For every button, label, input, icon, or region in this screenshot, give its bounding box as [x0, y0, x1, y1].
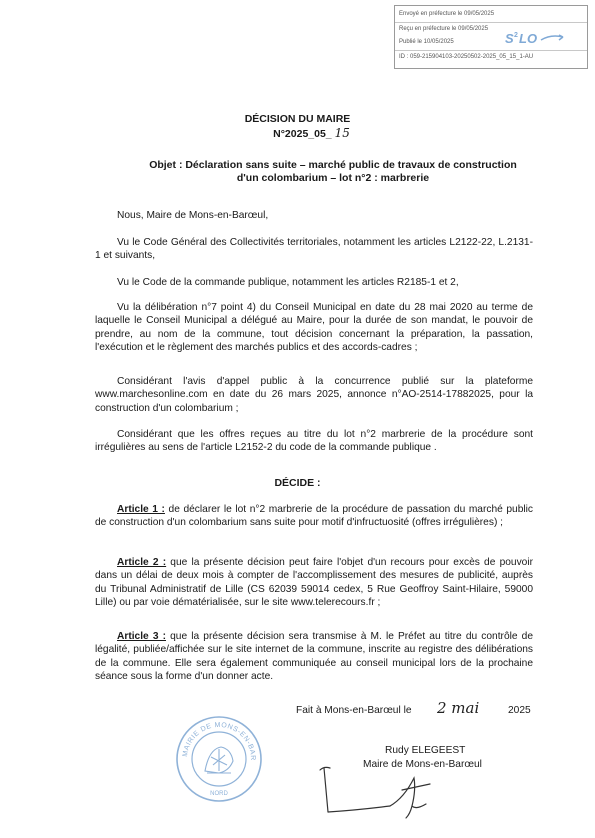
stamp-sent: Envoyé en préfecture le 09/05/2025: [399, 11, 495, 17]
article-2-text: que la présente décision peut faire l'objet d'un recours pour excès de pouvoir dans un délai de deux mois à compter de l'accomplissement des mesures de publicité, auprès du Tribunal Administratif de Lille (CS 62039 59014 cedex, 5 Rue Geoffroy Saint-Hilaire, 59000 Lille) ou par voie dématérialisée, sur le site www.telerecours.fr ;: [95, 557, 533, 609]
considerant-avis: Considérant l'avis d'appel public à la concurrence publié sur la plateforme www.marchesonline.com en date du 26 mars 2025, annonce n°AO-2514-17882025, pour la construction d'un colombarium ;: [95, 376, 533, 414]
article-2: [95, 556, 533, 610]
article-1: [95, 503, 533, 530]
considerant-offres: Considérant que les offres reçues au titre du lot n°2 marbrerie de la procédure sont irrégulières au sens de l'article L2152-2 du code de la commande publique .: [95, 429, 533, 454]
s2lo-logo: [505, 30, 577, 49]
decision-number: [14, 126, 595, 140]
article-3: [95, 630, 533, 684]
article-2-label: Article 2 :: [117, 557, 167, 568]
article-1-text: de déclarer le lot n°2 marbrerie de la procédure de passation du marché public de construction d'un colombarium sans suite pour motif d'infructuosité (offres irrégulières) ;: [95, 504, 533, 529]
decision-number-handwritten: 15: [334, 126, 350, 140]
signer-name: Rudy ELEGEEST: [385, 745, 466, 756]
svg-text:S: S: [505, 31, 514, 46]
subject-line-2: d'un colombarium – lot n°2 : marbrerie: [236, 172, 430, 184]
opening-line: Nous, Maire de Mons-en-Barœul,: [117, 210, 269, 221]
decision-title: DÉCISION DU MAIRE: [244, 113, 351, 125]
vu-ccp: Vu le Code de la commande publique, notamment les articles R2185-1 et 2,: [117, 277, 459, 288]
svg-text:LO: LO: [519, 31, 538, 46]
decide-heading: DÉCIDE :: [274, 477, 321, 489]
signer-title: Maire de Mons-en-Barœul: [363, 759, 482, 770]
article-3-label: Article 3 :: [117, 631, 166, 642]
seal-text: MAIRIE DE MONS-EN-BAR: [181, 721, 257, 761]
subject: [118, 159, 548, 185]
svg-text:MAIRIE DE MONS-EN-BARŒUL: [175, 715, 256, 761]
decision-number-prefix: N°2025_05_: [273, 128, 332, 140]
stamp-id: ID : 059-215904103-20250502-2025_05_15_1-AU: [399, 54, 534, 60]
stamp-divider: [395, 22, 587, 23]
subject-line-1: Objet : Déclaration sans suite – marché public de travaux de construction: [149, 159, 517, 171]
stamp-divider: [395, 50, 587, 51]
handwritten-date: 2 mai: [437, 699, 480, 717]
article-3-text: que la présente décision sera transmise à M. le Préfet au titre du contrôle de légalité, publiée/affichée sur le site internet de la commune, inscrite au registre des délibérations de la commune. Elle sera également communiquée au conseil municipal lors de la prochaine séance sous la forme d'un donner acte.: [95, 631, 533, 683]
date-year: 2025: [508, 705, 531, 716]
svg-text:2: 2: [514, 32, 518, 39]
handwritten-signature: [318, 760, 448, 825]
stamp-received: Reçu en préfecture le 09/05/2025: [399, 26, 489, 32]
vu-deliberation: Vu la délibération n°7 point 4) du Conseil Municipal en date du 28 mai 2020 au terme de laquelle le Conseil Municipal a délégué au Maire, pour la durée de son mandat, le pouvoir de prendre, au nom de la commune, tout décision concernant la préparation, la passation, l'exécution et le règlement des marchés publics et des accords-cadres ;: [95, 302, 533, 354]
stamp-published: Publié le 10/05/2025: [399, 39, 454, 45]
municipal-seal: [175, 715, 263, 808]
vu-cgct: Vu le Code Général des Collectivités territoriales, notamment les articles L2122-22, L.2131-1 et suivants,: [95, 237, 533, 262]
article-1-label: Article 1 :: [117, 504, 165, 515]
fait-a: Fait à Mons-en-Barœul le: [296, 705, 412, 716]
seal-bottom-text: NORD: [210, 791, 228, 797]
prefecture-stamp: [394, 5, 588, 69]
